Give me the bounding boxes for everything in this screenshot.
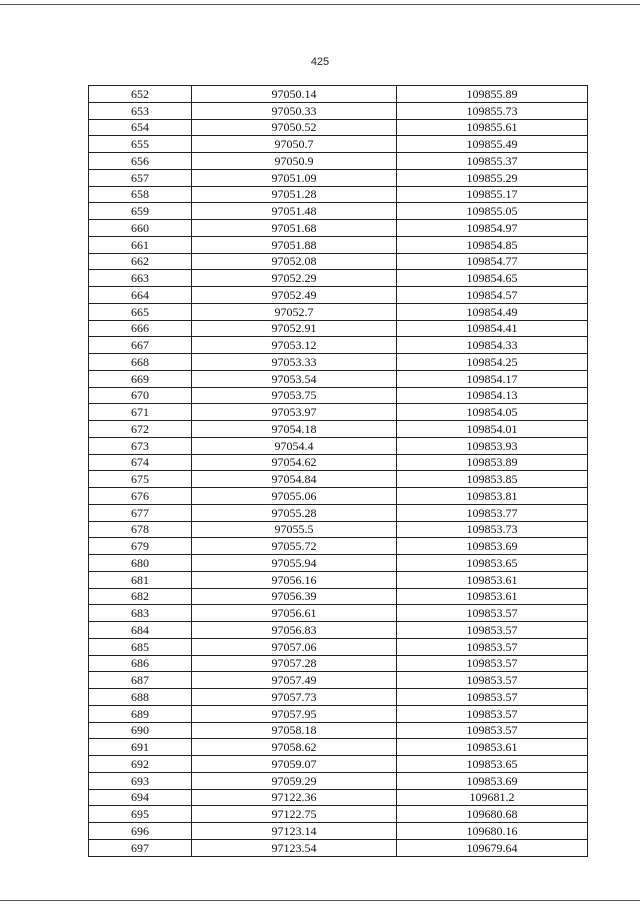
point-number-cell: 678 xyxy=(89,521,192,538)
table-row xyxy=(89,86,588,103)
point-number-cell: 657 xyxy=(89,169,192,186)
table-row xyxy=(89,136,588,153)
x-coordinate-cell: 97052.91 xyxy=(192,320,397,337)
point-number-cell: 670 xyxy=(89,387,192,404)
table-row xyxy=(89,203,588,220)
y-coordinate-cell: 109853.61 xyxy=(397,739,588,756)
y-coordinate-cell: 109679.64 xyxy=(397,839,588,856)
y-coordinate-cell: 109854.57 xyxy=(397,287,588,304)
table-row xyxy=(89,102,588,119)
x-coordinate-cell: 97053.12 xyxy=(192,337,397,354)
x-coordinate-cell: 97123.54 xyxy=(192,839,397,856)
table-row xyxy=(89,437,588,454)
y-coordinate-cell: 109854.77 xyxy=(397,253,588,270)
x-coordinate-cell: 97053.97 xyxy=(192,404,397,421)
point-number-cell: 692 xyxy=(89,756,192,773)
y-coordinate-cell: 109854.33 xyxy=(397,337,588,354)
table-row xyxy=(89,588,588,605)
x-coordinate-cell: 97051.48 xyxy=(192,203,397,220)
table-row xyxy=(89,739,588,756)
point-number-cell: 652 xyxy=(89,86,192,103)
point-number-cell: 668 xyxy=(89,354,192,371)
y-coordinate-cell: 109853.57 xyxy=(397,638,588,655)
point-number-cell: 697 xyxy=(89,839,192,856)
point-number-cell: 682 xyxy=(89,588,192,605)
point-number-cell: 665 xyxy=(89,303,192,320)
y-coordinate-cell: 109854.17 xyxy=(397,370,588,387)
point-number-cell: 666 xyxy=(89,320,192,337)
point-number-cell: 679 xyxy=(89,538,192,555)
y-coordinate-cell: 109853.57 xyxy=(397,722,588,739)
y-coordinate-cell: 109855.37 xyxy=(397,153,588,170)
point-number-cell: 688 xyxy=(89,689,192,706)
x-coordinate-cell: 97052.7 xyxy=(192,303,397,320)
y-coordinate-cell: 109854.01 xyxy=(397,421,588,438)
y-coordinate-cell: 109853.65 xyxy=(397,756,588,773)
table-row xyxy=(89,471,588,488)
y-coordinate-cell: 109855.73 xyxy=(397,102,588,119)
point-number-cell: 684 xyxy=(89,622,192,639)
x-coordinate-cell: 97050.9 xyxy=(192,153,397,170)
y-coordinate-cell: 109853.57 xyxy=(397,705,588,722)
table-row xyxy=(89,488,588,505)
y-coordinate-cell: 109855.49 xyxy=(397,136,588,153)
y-coordinate-cell: 109681.2 xyxy=(397,789,588,806)
table-row xyxy=(89,169,588,186)
table-row xyxy=(89,839,588,856)
x-coordinate-cell: 97052.08 xyxy=(192,253,397,270)
table-row xyxy=(89,521,588,538)
table-row xyxy=(89,354,588,371)
point-number-cell: 695 xyxy=(89,806,192,823)
table-row xyxy=(89,236,588,253)
table-row xyxy=(89,823,588,840)
y-coordinate-cell: 109853.61 xyxy=(397,571,588,588)
point-number-cell: 681 xyxy=(89,571,192,588)
point-number-cell: 676 xyxy=(89,488,192,505)
point-number-cell: 686 xyxy=(89,655,192,672)
y-coordinate-cell: 109853.81 xyxy=(397,488,588,505)
table-row xyxy=(89,605,588,622)
table-row xyxy=(89,806,588,823)
x-coordinate-cell: 97054.62 xyxy=(192,454,397,471)
table-row xyxy=(89,538,588,555)
table-row xyxy=(89,320,588,337)
table-row xyxy=(89,789,588,806)
y-coordinate-cell: 109855.61 xyxy=(397,119,588,136)
table-row xyxy=(89,655,588,672)
x-coordinate-cell: 97058.18 xyxy=(192,722,397,739)
y-coordinate-cell: 109854.85 xyxy=(397,236,588,253)
x-coordinate-cell: 97053.33 xyxy=(192,354,397,371)
x-coordinate-cell: 97056.61 xyxy=(192,605,397,622)
table-row xyxy=(89,153,588,170)
x-coordinate-cell: 97055.28 xyxy=(192,504,397,521)
point-number-cell: 658 xyxy=(89,186,192,203)
x-coordinate-cell: 97051.09 xyxy=(192,169,397,186)
y-coordinate-cell: 109853.57 xyxy=(397,605,588,622)
y-coordinate-cell: 109854.25 xyxy=(397,354,588,371)
point-number-cell: 696 xyxy=(89,823,192,840)
x-coordinate-cell: 97055.72 xyxy=(192,538,397,555)
y-coordinate-cell: 109855.17 xyxy=(397,186,588,203)
x-coordinate-cell: 97057.73 xyxy=(192,689,397,706)
table-row xyxy=(89,454,588,471)
point-number-cell: 673 xyxy=(89,437,192,454)
y-coordinate-cell: 109853.69 xyxy=(397,538,588,555)
y-coordinate-cell: 109854.05 xyxy=(397,404,588,421)
x-coordinate-cell: 97056.39 xyxy=(192,588,397,605)
x-coordinate-cell: 97059.29 xyxy=(192,772,397,789)
x-coordinate-cell: 97052.49 xyxy=(192,287,397,304)
y-coordinate-cell: 109854.13 xyxy=(397,387,588,404)
y-coordinate-cell: 109854.49 xyxy=(397,303,588,320)
point-number-cell: 690 xyxy=(89,722,192,739)
x-coordinate-cell: 97050.52 xyxy=(192,119,397,136)
table-row xyxy=(89,504,588,521)
point-number-cell: 691 xyxy=(89,739,192,756)
point-number-cell: 669 xyxy=(89,370,192,387)
point-number-cell: 685 xyxy=(89,638,192,655)
point-number-cell: 671 xyxy=(89,404,192,421)
y-coordinate-cell: 109853.61 xyxy=(397,588,588,605)
table-row xyxy=(89,270,588,287)
point-number-cell: 680 xyxy=(89,555,192,572)
y-coordinate-cell: 109853.85 xyxy=(397,471,588,488)
y-coordinate-cell: 109853.57 xyxy=(397,655,588,672)
point-number-cell: 654 xyxy=(89,119,192,136)
point-number-cell: 655 xyxy=(89,136,192,153)
bottom-edge-line xyxy=(0,900,640,901)
x-coordinate-cell: 97051.88 xyxy=(192,236,397,253)
x-coordinate-cell: 97054.4 xyxy=(192,437,397,454)
y-coordinate-cell: 109854.97 xyxy=(397,220,588,237)
table-row xyxy=(89,370,588,387)
x-coordinate-cell: 97057.06 xyxy=(192,638,397,655)
x-coordinate-cell: 97050.14 xyxy=(192,86,397,103)
x-coordinate-cell: 97050.33 xyxy=(192,102,397,119)
point-number-cell: 667 xyxy=(89,337,192,354)
table-row xyxy=(89,772,588,789)
y-coordinate-cell: 109853.77 xyxy=(397,504,588,521)
table-row xyxy=(89,705,588,722)
x-coordinate-cell: 97051.28 xyxy=(192,186,397,203)
table-row xyxy=(89,622,588,639)
table-row xyxy=(89,119,588,136)
x-coordinate-cell: 97054.18 xyxy=(192,421,397,438)
point-number-cell: 677 xyxy=(89,504,192,521)
point-number-cell: 659 xyxy=(89,203,192,220)
coordinate-table xyxy=(88,85,588,857)
x-coordinate-cell: 97053.75 xyxy=(192,387,397,404)
x-coordinate-cell: 97057.49 xyxy=(192,672,397,689)
point-number-cell: 656 xyxy=(89,153,192,170)
table-row xyxy=(89,672,588,689)
x-coordinate-cell: 97055.06 xyxy=(192,488,397,505)
table-row xyxy=(89,756,588,773)
y-coordinate-cell: 109680.16 xyxy=(397,823,588,840)
top-edge-line xyxy=(0,4,640,5)
table-row xyxy=(89,404,588,421)
table-row xyxy=(89,421,588,438)
point-number-cell: 672 xyxy=(89,421,192,438)
x-coordinate-cell: 97052.29 xyxy=(192,270,397,287)
x-coordinate-cell: 97123.14 xyxy=(192,823,397,840)
point-number-cell: 687 xyxy=(89,672,192,689)
y-coordinate-cell: 109853.57 xyxy=(397,672,588,689)
x-coordinate-cell: 97059.07 xyxy=(192,756,397,773)
point-number-cell: 663 xyxy=(89,270,192,287)
x-coordinate-cell: 97057.28 xyxy=(192,655,397,672)
point-number-cell: 694 xyxy=(89,789,192,806)
table-row xyxy=(89,186,588,203)
point-number-cell: 674 xyxy=(89,454,192,471)
point-number-cell: 653 xyxy=(89,102,192,119)
x-coordinate-cell: 97058.62 xyxy=(192,739,397,756)
x-coordinate-cell: 97054.84 xyxy=(192,471,397,488)
point-number-cell: 662 xyxy=(89,253,192,270)
y-coordinate-cell: 109853.57 xyxy=(397,689,588,706)
y-coordinate-cell: 109854.41 xyxy=(397,320,588,337)
point-number-cell: 660 xyxy=(89,220,192,237)
table-row xyxy=(89,220,588,237)
point-number-cell: 693 xyxy=(89,772,192,789)
x-coordinate-cell: 97056.83 xyxy=(192,622,397,639)
point-number-cell: 675 xyxy=(89,471,192,488)
y-coordinate-cell: 109853.57 xyxy=(397,622,588,639)
x-coordinate-cell: 97122.36 xyxy=(192,789,397,806)
x-coordinate-cell: 97122.75 xyxy=(192,806,397,823)
table-row xyxy=(89,571,588,588)
y-coordinate-cell: 109853.73 xyxy=(397,521,588,538)
table-row xyxy=(89,253,588,270)
y-coordinate-cell: 109853.89 xyxy=(397,454,588,471)
y-coordinate-cell: 109853.69 xyxy=(397,772,588,789)
page-number: 425 xyxy=(310,56,330,68)
table-row xyxy=(89,555,588,572)
point-number-cell: 661 xyxy=(89,236,192,253)
x-coordinate-cell: 97050.7 xyxy=(192,136,397,153)
x-coordinate-cell: 97056.16 xyxy=(192,571,397,588)
x-coordinate-cell: 97055.94 xyxy=(192,555,397,572)
y-coordinate-cell: 109854.65 xyxy=(397,270,588,287)
table-row xyxy=(89,387,588,404)
point-number-cell: 664 xyxy=(89,287,192,304)
coordinate-table-body xyxy=(89,86,588,857)
table-row xyxy=(89,722,588,739)
point-number-cell: 683 xyxy=(89,605,192,622)
y-coordinate-cell: 109680.68 xyxy=(397,806,588,823)
y-coordinate-cell: 109853.93 xyxy=(397,437,588,454)
x-coordinate-cell: 97053.54 xyxy=(192,370,397,387)
table-row xyxy=(89,337,588,354)
x-coordinate-cell: 97051.68 xyxy=(192,220,397,237)
point-number-cell: 689 xyxy=(89,705,192,722)
table-row xyxy=(89,303,588,320)
table-row xyxy=(89,689,588,706)
y-coordinate-cell: 109855.05 xyxy=(397,203,588,220)
x-coordinate-cell: 97055.5 xyxy=(192,521,397,538)
y-coordinate-cell: 109855.29 xyxy=(397,169,588,186)
y-coordinate-cell: 109855.89 xyxy=(397,86,588,103)
table-row xyxy=(89,638,588,655)
table-row xyxy=(89,287,588,304)
y-coordinate-cell: 109853.65 xyxy=(397,555,588,572)
x-coordinate-cell: 97057.95 xyxy=(192,705,397,722)
